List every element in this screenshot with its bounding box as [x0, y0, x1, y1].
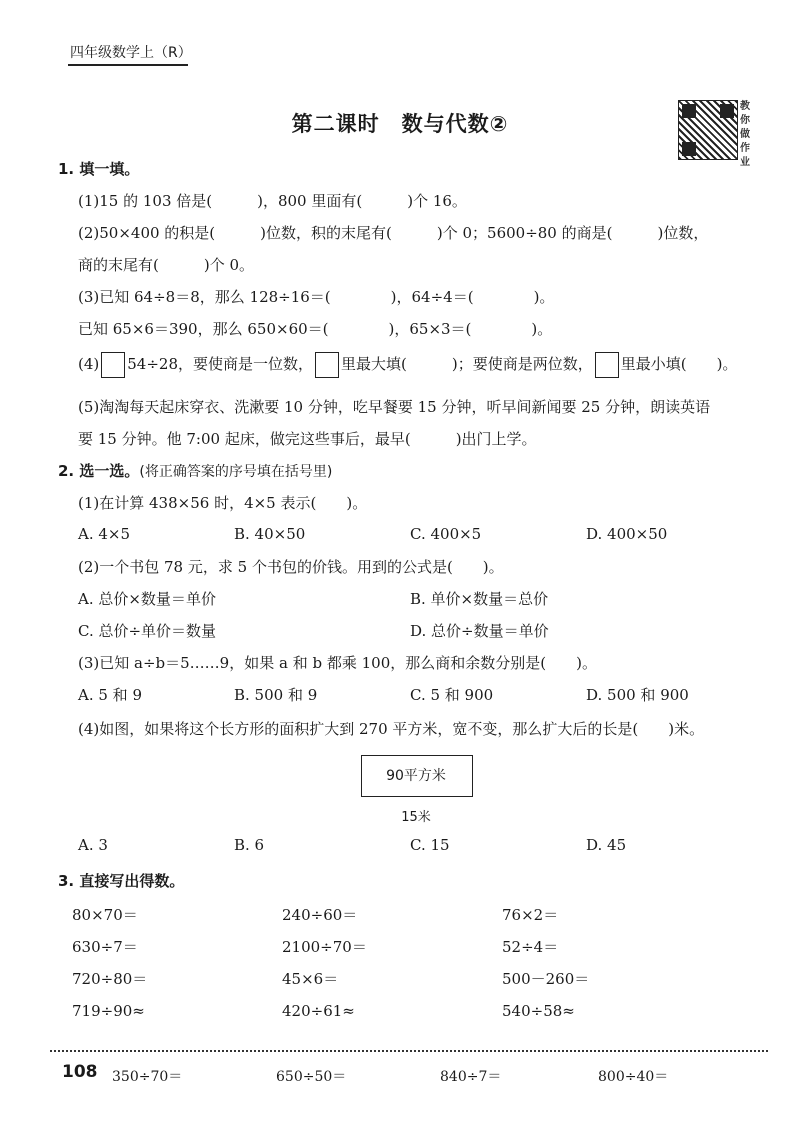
qr-label: 教你做作业 [740, 101, 750, 168]
qr-code-icon[interactable] [678, 100, 738, 160]
fill-item-5: (5)淘淘每天起床穿衣、洗漱要 10 分钟，吃早餐要 15 分钟，听早间新闻要 25 分钟，朗读英语 [78, 398, 711, 416]
option-d: D. 400×50 [586, 525, 668, 543]
fill-item-4-mid: 里最大填( )；要使商是两位数， [341, 355, 593, 373]
footer-calc: 840÷7＝ [440, 1069, 502, 1085]
section-2-title: 2. 选一选。 [58, 462, 140, 480]
grade-underline [68, 64, 188, 66]
choice-question-2: (2)一个书包 78 元，求 5 个书包的价钱。用到的公式是( )。 [78, 558, 504, 576]
section-2-note: (将正确答案的序号填在括号里) [139, 464, 333, 480]
calc-item: 80×70＝ [72, 906, 138, 924]
page-number: 108 [62, 1062, 98, 1082]
option-b: B. 500 和 9 [234, 686, 318, 704]
calc-item: 719÷90≈ [72, 1002, 145, 1020]
fill-item-3-cont: 已知 65×6＝390，那么 650×60＝( )，65×3＝( )。 [78, 320, 553, 338]
option-b: B. 单价×数量＝总价 [410, 590, 549, 608]
option-c: C. 400×5 [410, 525, 482, 543]
calc-item: 630÷7＝ [72, 938, 138, 956]
rectangle-length-label: 15米 [401, 810, 431, 825]
answer-box[interactable] [101, 352, 125, 378]
calc-item: 240÷60＝ [282, 906, 358, 924]
choice-question-1: (1)在计算 438×56 时，4×5 表示( )。 [78, 494, 368, 512]
option-a: A. 5 和 9 [78, 686, 142, 704]
fill-item-5-cont: 要 15 分钟。他 7:00 起床，做完这些事后，最早( )出门上学。 [78, 430, 537, 448]
option-a: A. 3 [78, 836, 108, 854]
calc-item: 720÷80＝ [72, 970, 148, 988]
fill-item-3: (3)已知 64÷8＝8，那么 128÷16＝( )，64÷4＝( )。 [78, 288, 555, 306]
option-a: A. 总价×数量＝单价 [78, 590, 216, 608]
section-3-heading: 3. 直接写出得数。 [58, 872, 185, 890]
option-c: C. 5 和 900 [410, 686, 494, 704]
page-title: 第二课时 数与代数② [291, 112, 509, 136]
fill-item-2-cont: 商的末尾有( )个 0。 [78, 256, 255, 274]
option-c: C. 15 [410, 836, 450, 854]
fill-item-4-expr: 54÷28，要使商是一位数， [127, 355, 313, 373]
footer-calc: 800÷40＝ [598, 1069, 669, 1085]
calc-item: 420÷61≈ [282, 1002, 355, 1020]
footer-calc: 650÷50＝ [276, 1069, 347, 1085]
choice-question-4: (4)如图，如果将这个长方形的面积扩大到 270 平方米，宽不变，那么扩大后的长是( )米。 [78, 720, 705, 738]
calc-item: 76×2＝ [502, 906, 559, 924]
section-2-heading [58, 460, 332, 481]
calc-item: 540÷58≈ [502, 1002, 575, 1020]
option-d: D. 45 [586, 836, 627, 854]
choice-question-3: (3)已知 a÷b＝5……9，如果 a 和 b 都乘 100，那么商和余数分别是( )。 [78, 654, 597, 672]
calc-item: 2100÷70＝ [282, 938, 367, 956]
rectangle-area-label: 90平方米 [386, 768, 446, 784]
calc-item: 45×6＝ [282, 970, 339, 988]
option-b: B. 6 [234, 836, 265, 854]
section-1-heading: 1. 填一填。 [58, 160, 140, 178]
option-c: C. 总价÷单价＝数量 [78, 622, 217, 640]
option-b: B. 40×50 [234, 525, 306, 543]
fill-item-2: (2)50×400 的积是( )位数，积的末尾有( )个 0；5600÷80 的商是( )位数， [78, 224, 709, 242]
option-a: A. 4×5 [78, 525, 131, 543]
calc-item: 52÷4＝ [502, 938, 559, 956]
answer-box[interactable] [315, 352, 339, 378]
option-d: D. 总价÷数量＝单价 [410, 622, 549, 640]
grade-label: 四年级数学上（R） [70, 45, 192, 61]
footer-calc: 350÷70＝ [112, 1069, 183, 1085]
fill-item-4-prefix: (4) [78, 355, 100, 373]
calc-item: 500－260＝ [502, 970, 590, 988]
fill-item-4 [78, 352, 737, 378]
option-d: D. 500 和 900 [586, 686, 689, 704]
answer-box[interactable] [595, 352, 619, 378]
fill-item-4-end: 里最小填( )。 [620, 355, 738, 373]
fill-item-1: (1)15 的 103 倍是( )，800 里面有( )个 16。 [78, 192, 467, 210]
footer-divider [50, 1050, 768, 1052]
